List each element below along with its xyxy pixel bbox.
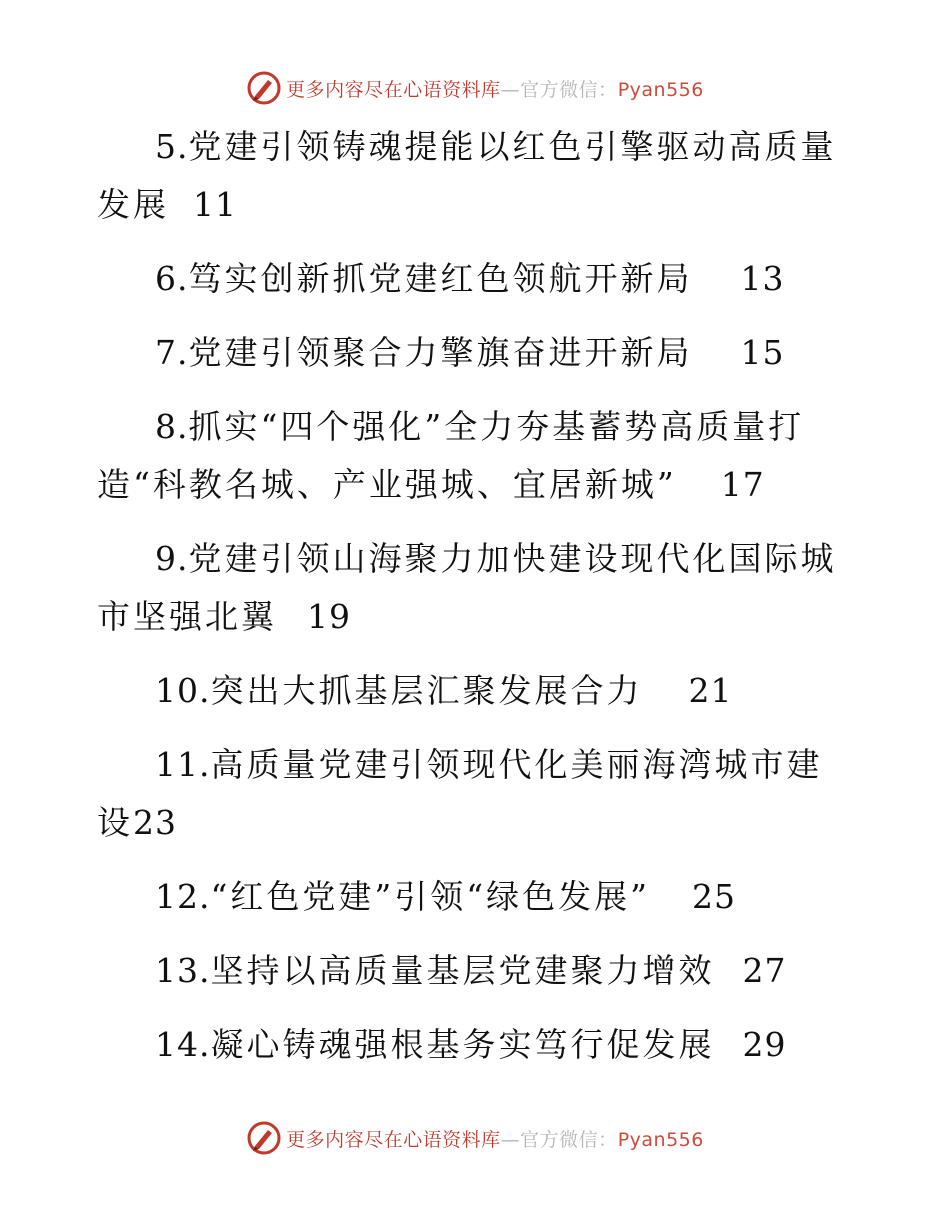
watermark-text: 更多内容尽在心语资料库—官方微信：Pyan556 [286, 78, 704, 101]
toc-item: 10.突出大抓基层汇聚发展合力 21 [155, 671, 733, 710]
pen-logo-icon [246, 70, 282, 106]
toc-item: 7.党建引领聚合力擎旗奋进开新局 15 [155, 333, 785, 372]
toc-item: 14.凝心铸魂强根基务实笃行促发展 29 [155, 1025, 787, 1064]
table-of-contents [97, 118, 842, 1090]
pen-logo-icon [246, 1120, 282, 1156]
toc-item: 8.抓实“四个强化”全力夯基蓄势高质量打造“科教名城、产业强城、宜居新城” 17 [97, 407, 805, 504]
toc-item: 12.“红色党建”引领“绿色发展” 25 [155, 877, 736, 916]
toc-item: 13.坚持以高质量基层党建聚力增效 27 [155, 951, 787, 990]
toc-item: 5.党建引领铸魂提能以红色引擎驱动高质量发展 11 [97, 127, 837, 224]
watermark-text: 更多内容尽在心语资料库—官方微信：Pyan556 [286, 1128, 704, 1151]
toc-item: 11.高质量党建引领现代化美丽海湾城市建设23 [97, 745, 823, 842]
watermark-header [0, 68, 950, 108]
watermark-footer [0, 1118, 950, 1158]
toc-item: 6.笃实创新抓党建红色领航开新局 13 [155, 259, 785, 298]
toc-item: 9.党建引领山海聚力加快建设现代化国际城市坚强北翼 19 [97, 539, 837, 636]
